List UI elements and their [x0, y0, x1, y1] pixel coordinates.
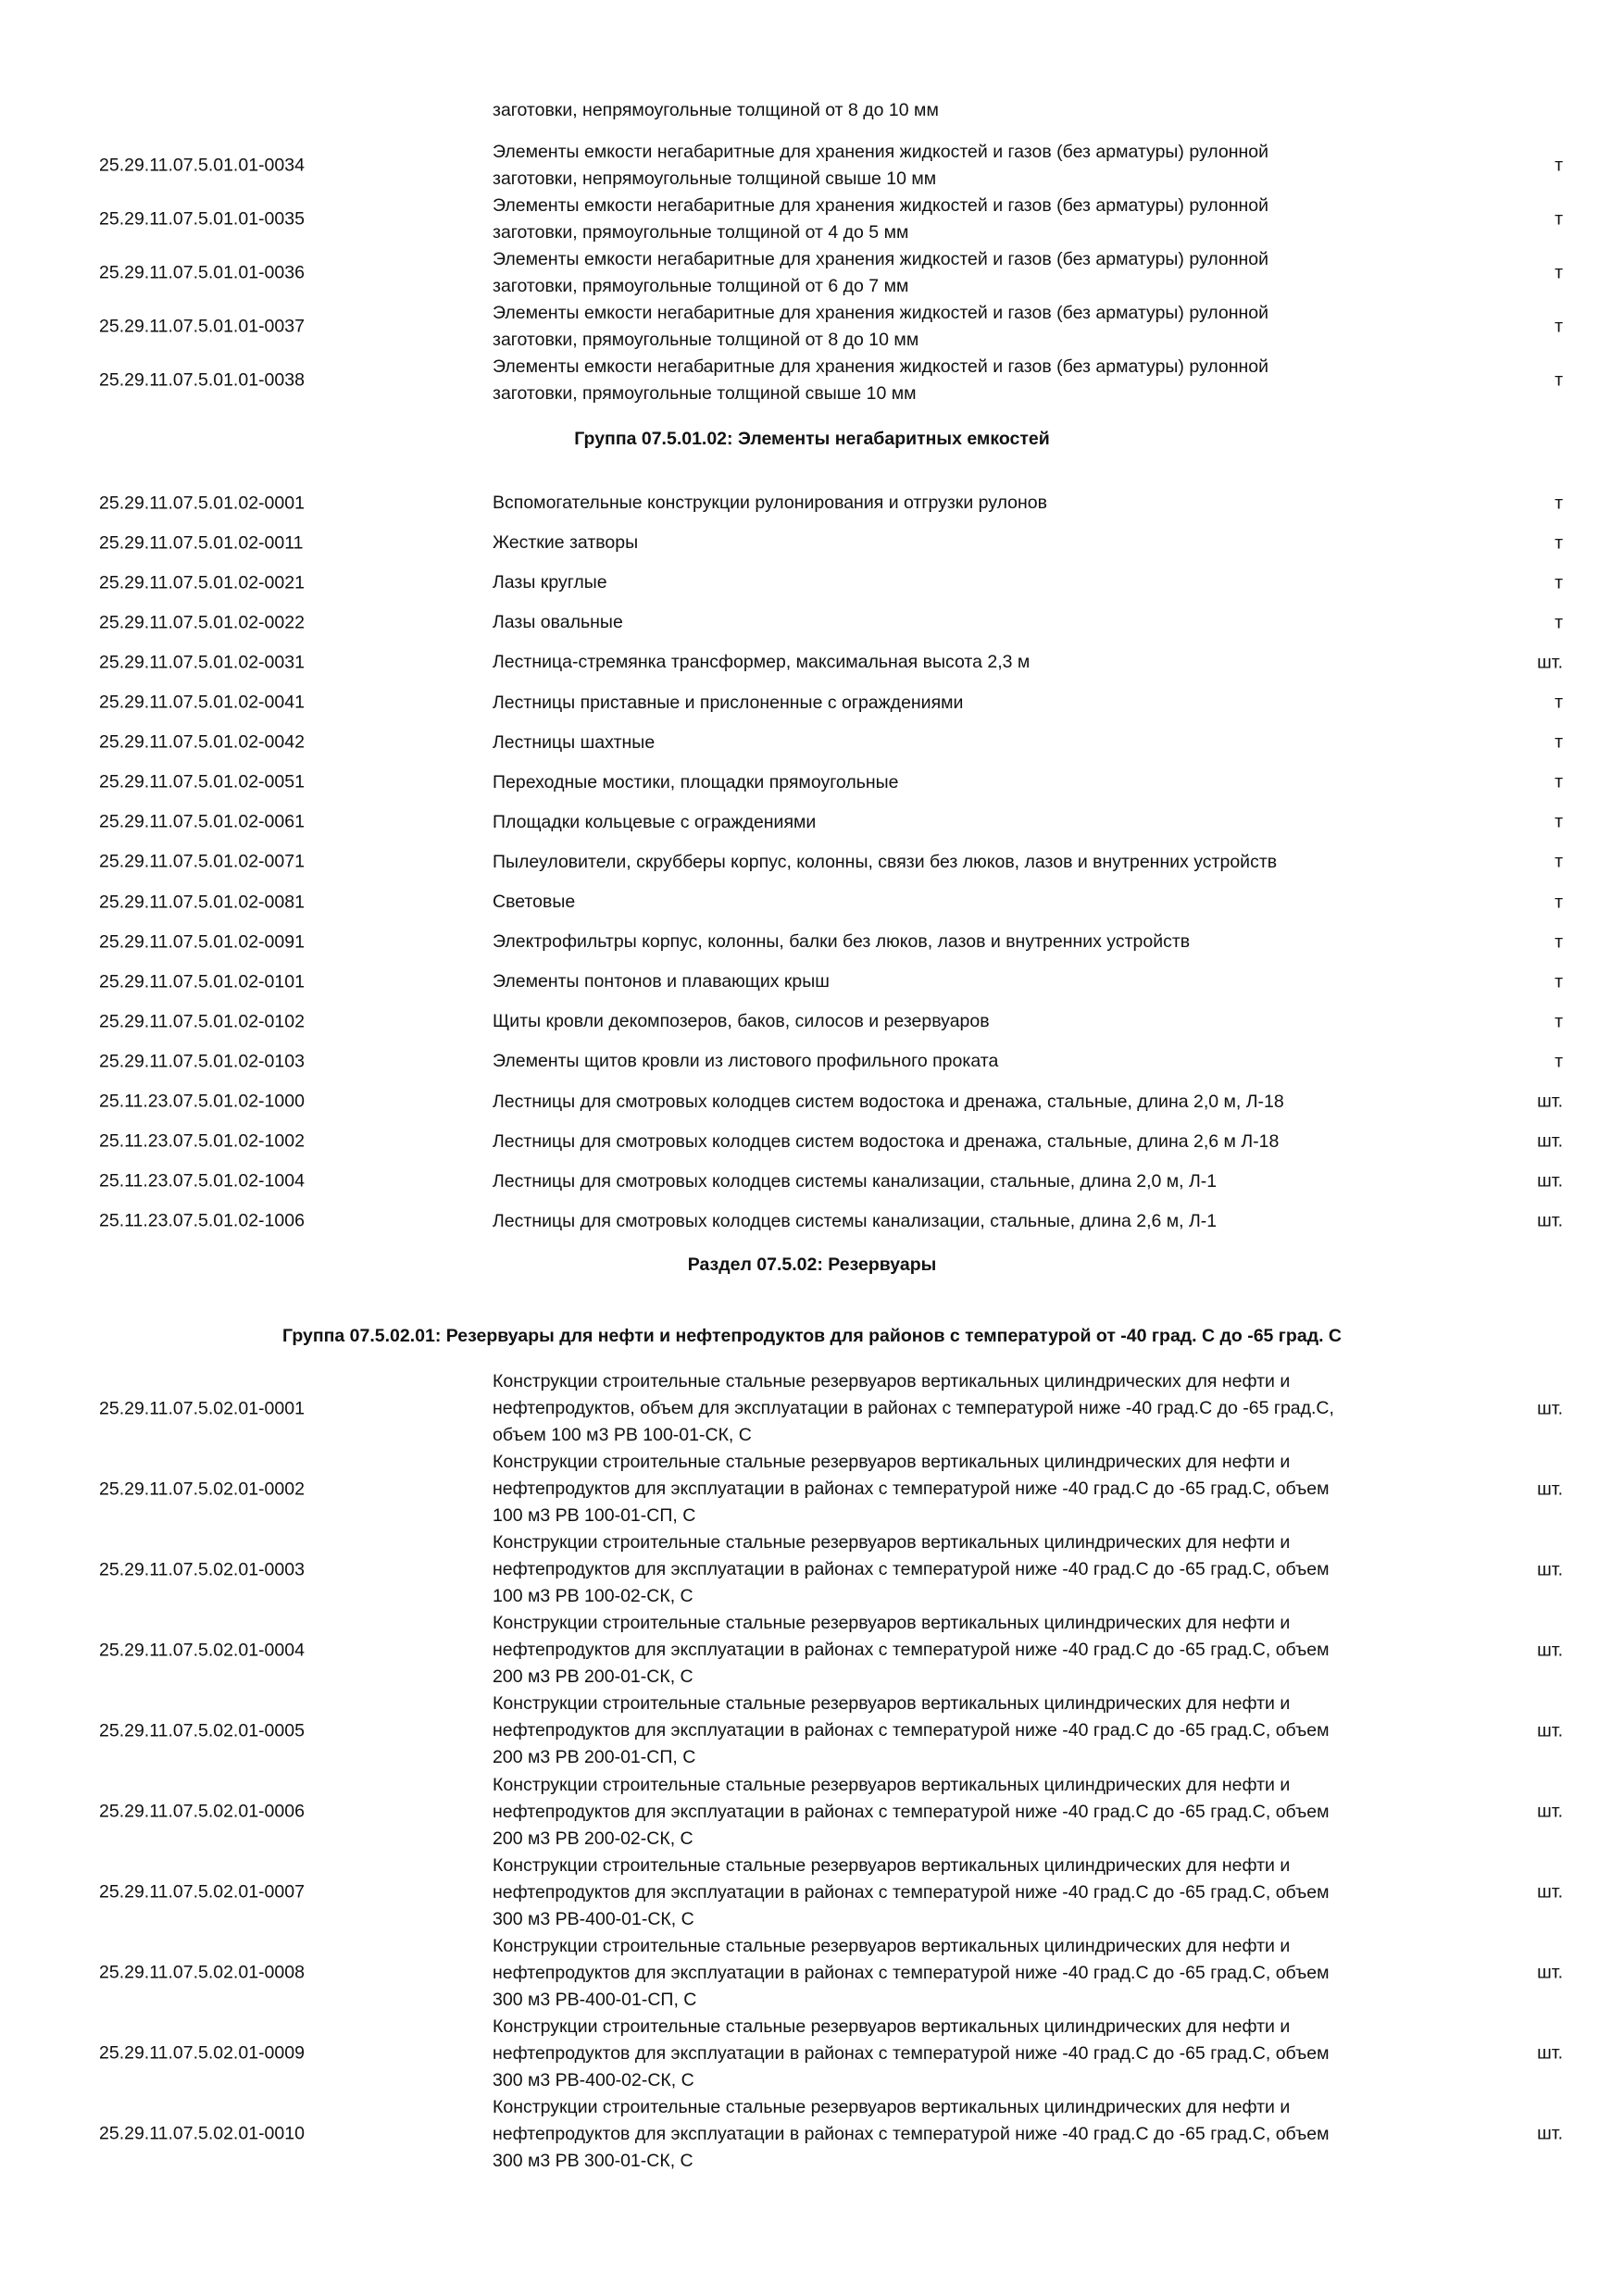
- item-unit: шт.: [1537, 1398, 1563, 1418]
- item-unit: т: [1555, 692, 1563, 713]
- table-row: [0, 683, 1624, 723]
- table-row: [0, 643, 1624, 682]
- item-code: 25.29.11.07.5.01.01-0036: [99, 262, 305, 283]
- item-description: [493, 483, 1437, 523]
- item-unit: т: [1555, 262, 1563, 283]
- description-line: Лестницы для смотровых колодцев системы канализации, стальные, длина 2,6 м, Л-1: [493, 1210, 1218, 1231]
- item-description: [493, 922, 1437, 962]
- item-unit: т: [1555, 493, 1563, 513]
- description-line: нефтепродуктов для эксплуатации в районах с температурой ниже -40 град.С до -65 град.С, объем: [493, 1801, 1330, 1822]
- item-code: 25.29.11.07.5.02.01-0009: [99, 2042, 305, 2064]
- item-code: 25.29.11.07.5.01.01-0038: [99, 369, 305, 391]
- item-unit: т: [1555, 1051, 1563, 1072]
- table-row: [0, 1933, 1624, 2014]
- table-row: [0, 523, 1624, 563]
- item-unit: т: [1555, 572, 1563, 593]
- table-row: [0, 723, 1624, 763]
- table-row: [0, 1202, 1624, 1242]
- item-code: 25.29.11.07.5.01.02-0041: [99, 692, 305, 713]
- table-row: [0, 354, 1624, 407]
- description-line: Конструкции строительные стальные резервуаров вертикальных цилиндрических для нефти и: [493, 1774, 1291, 1795]
- description-line: Электрофильтры корпус, колонны, балки без люков, лазов и внутренних устройств: [493, 931, 1191, 953]
- group-heading-07-5-01-02: Группа 07.5.01.02: Элементы негабаритных емкостей: [574, 429, 1050, 449]
- description-line: 200 м3 РВ 200-01-СК, С: [493, 1666, 693, 1688]
- description-line: Конструкции строительные стальные резервуаров вертикальных цилиндрических для нефти и: [493, 1452, 1291, 1473]
- item-description: [493, 354, 1437, 407]
- description-line: Элементы емкости негабаритные для хранения жидкостей и газов (без арматуры) рулонной: [493, 142, 1269, 162]
- description-line: 100 м3 РВ 100-02-СК, С: [493, 1586, 693, 1607]
- table-row: [0, 603, 1624, 643]
- continuation-text: заготовки, непрямоугольные толщиной от 8 до 10 мм: [493, 100, 939, 120]
- item-description: [493, 2094, 1437, 2175]
- item-code: 25.29.11.07.5.02.01-0005: [99, 1720, 305, 1741]
- table-row: [0, 1691, 1624, 1771]
- item-description: [493, 1449, 1437, 1529]
- item-unit: т: [1555, 892, 1563, 912]
- description-line: Лестницы шахтные: [493, 731, 656, 753]
- description-line: Лестницы приставные и прислоненные с ограждениями: [493, 692, 964, 713]
- table-row: [0, 763, 1624, 803]
- item-description: [493, 882, 1437, 922]
- item-code: 25.29.11.07.5.01.02-0011: [99, 532, 304, 554]
- description-line: Конструкции строительные стальные резервуаров вертикальных цилиндрических для нефти и: [493, 2015, 1291, 2037]
- item-description: [493, 246, 1437, 300]
- table-row: [0, 2014, 1624, 2094]
- item-unit: шт.: [1537, 1559, 1563, 1580]
- item-description: [493, 1933, 1437, 2014]
- description-line: Элементы понтонов и плавающих крыш: [493, 971, 830, 992]
- description-line: нефтепродуктов, объем для эксплуатации в районах с температурой ниже -40 град.С до -65 град.С,: [493, 1398, 1334, 1418]
- description-line: заготовки, прямоугольные толщиной от 6 до 7 мм: [493, 276, 909, 296]
- description-line: 300 м3 РВ-400-01-СП, С: [493, 1989, 697, 2010]
- description-line: Конструкции строительные стальные резервуаров вертикальных цилиндрических для нефти и: [493, 1693, 1291, 1715]
- description-line: нефтепродуктов для эксплуатации в районах с температурой ниже -40 град.С до -65 град.С, объем: [493, 2123, 1330, 2144]
- item-code: 25.29.11.07.5.02.01-0010: [99, 2123, 305, 2144]
- item-description: [493, 683, 1437, 723]
- description-line: нефтепродуктов для эксплуатации в районах с температурой ниже -40 град.С до -65 град.С, объем: [493, 1881, 1330, 1903]
- item-code: 25.29.11.07.5.01.02-0102: [99, 1011, 305, 1032]
- description-line: Конструкции строительные стальные резервуаров вертикальных цилиндрических для нефти и: [493, 1854, 1291, 1876]
- table-row: [0, 1082, 1624, 1122]
- description-line: Жесткие затворы: [493, 532, 639, 554]
- table-row: [0, 842, 1624, 882]
- item-description: [493, 1610, 1437, 1691]
- description-line: нефтепродуктов для эксплуатации в районах с температурой ниже -40 град.С до -65 град.С, объем: [493, 1962, 1330, 1983]
- item-code: 25.29.11.07.5.01.02-0051: [99, 771, 305, 792]
- description-line: нефтепродуктов для эксплуатации в районах с температурой ниже -40 град.С до -65 град.С, объем: [493, 2042, 1330, 2064]
- item-unit: т: [1555, 316, 1563, 337]
- item-unit: т: [1555, 208, 1563, 230]
- item-code: 25.29.11.07.5.02.01-0007: [99, 1881, 305, 1903]
- item-code: 25.29.11.07.5.01.01-0035: [99, 208, 305, 230]
- item-unit: т: [1555, 532, 1563, 554]
- description-line: 300 м3 РВ 300-01-СК, С: [493, 2150, 693, 2171]
- item-code: 25.29.11.07.5.02.01-0004: [99, 1640, 305, 1661]
- item-code: 25.29.11.07.5.01.02-0021: [99, 572, 305, 593]
- item-description: [493, 842, 1437, 882]
- item-code: 25.11.23.07.5.01.02-1002: [99, 1130, 305, 1152]
- description-line: 100 м3 РВ 100-01-СП, С: [493, 1505, 696, 1527]
- item-description: [493, 1529, 1437, 1610]
- section-heading-07-5-02: Раздел 07.5.02: Резервуары: [687, 1254, 937, 1275]
- description-line: заготовки, прямоугольные толщиной от 4 до 5 мм: [493, 222, 909, 243]
- item-unit: шт.: [1537, 1170, 1563, 1192]
- group-heading-07-5-02-01: Группа 07.5.02.01: Резервуары для нефти и нефтепродуктов для районов с температурой от -40 град. С до -65 град. С: [282, 1326, 1342, 1346]
- item-unit: шт.: [1537, 1640, 1563, 1661]
- description-line: Элементы емкости негабаритные для хранения жидкостей и газов (без арматуры) рулонной: [493, 356, 1269, 377]
- description-line: Лестницы для смотровых колодцев систем водостока и дренажа, стальные, длина 2,6 м Л-18: [493, 1130, 1280, 1152]
- description-line: 300 м3 РВ-400-02-СК, С: [493, 2069, 694, 2090]
- item-description: [493, 523, 1437, 563]
- item-unit: шт.: [1537, 1479, 1563, 1500]
- item-unit: т: [1555, 612, 1563, 633]
- table-row: [0, 1042, 1624, 1081]
- item-code: 25.29.11.07.5.02.01-0001: [99, 1398, 305, 1418]
- table-row: [0, 962, 1624, 1002]
- table-row: [0, 803, 1624, 842]
- item-code: 25.29.11.07.5.01.01-0034: [99, 155, 305, 176]
- item-description: [493, 1368, 1437, 1449]
- item-unit: т: [1555, 155, 1563, 176]
- item-unit: т: [1555, 931, 1563, 953]
- item-description: [493, 603, 1437, 643]
- item-description: [493, 1082, 1437, 1122]
- description-line: Лестницы для смотровых колодцев системы канализации, стальные, длина 2,0 м, Л-1: [493, 1170, 1218, 1192]
- table-row: [0, 300, 1624, 354]
- table-row: [0, 246, 1624, 300]
- table-row: [0, 1772, 1624, 1853]
- item-code: 25.11.23.07.5.01.02-1004: [99, 1170, 305, 1192]
- item-code: 25.11.23.07.5.01.02-1006: [99, 1210, 305, 1231]
- item-unit: т: [1555, 731, 1563, 753]
- description-line: Лазы овальные: [493, 612, 623, 633]
- item-code: 25.29.11.07.5.01.02-0091: [99, 931, 305, 953]
- description-line: Пылеуловители, скрубберы корпус, колонны, связи без люков, лазов и внутренних устройств: [493, 851, 1278, 872]
- table-row: [0, 882, 1624, 922]
- item-description: [493, 139, 1437, 193]
- item-code: 25.29.11.07.5.01.02-0101: [99, 971, 305, 992]
- item-code: 25.29.11.07.5.02.01-0006: [99, 1801, 305, 1822]
- description-line: Конструкции строительные стальные резервуаров вертикальных цилиндрических для нефти и: [493, 2096, 1291, 2117]
- item-description: [493, 1122, 1437, 1162]
- description-line: Вспомогательные конструкции рулонирования и отгрузки рулонов: [493, 493, 1047, 513]
- item-unit: т: [1555, 811, 1563, 832]
- item-code: 25.29.11.07.5.02.01-0002: [99, 1479, 305, 1500]
- table-row: [0, 922, 1624, 962]
- description-line: нефтепродуктов для эксплуатации в районах с температурой ниже -40 град.С до -65 град.С, объем: [493, 1479, 1330, 1500]
- item-unit: шт.: [1537, 652, 1563, 673]
- item-description: [493, 1853, 1437, 1933]
- description-line: Элементы емкости негабаритные для хранения жидкостей и газов (без арматуры) рулонной: [493, 195, 1269, 216]
- item-unit: шт.: [1537, 1210, 1563, 1231]
- item-unit: т: [1555, 851, 1563, 872]
- description-line: Лазы круглые: [493, 572, 607, 593]
- description-line: Конструкции строительные стальные резервуаров вертикальных цилиндрических для нефти и: [493, 1371, 1291, 1391]
- description-line: нефтепродуктов для эксплуатации в районах с температурой ниже -40 град.С до -65 град.С, объем: [493, 1640, 1330, 1661]
- item-description: [493, 1002, 1437, 1042]
- item-code: 25.29.11.07.5.01.02-0022: [99, 612, 305, 633]
- item-unit: шт.: [1537, 1962, 1563, 1983]
- item-code: 25.29.11.07.5.01.02-0071: [99, 851, 305, 872]
- table-row: [0, 1162, 1624, 1202]
- item-code: 25.29.11.07.5.01.02-0001: [99, 493, 305, 513]
- table-row: [0, 1529, 1624, 1610]
- description-line: заготовки, непрямоугольные толщиной свыше 10 мм: [493, 168, 937, 189]
- item-unit: шт.: [1537, 2123, 1563, 2144]
- description-line: 200 м3 РВ 200-01-СП, С: [493, 1747, 696, 1768]
- item-description: [493, 643, 1437, 682]
- description-line: 200 м3 РВ 200-02-СК, С: [493, 1828, 693, 1849]
- description-line: заготовки, прямоугольные толщиной свыше 10 мм: [493, 383, 917, 404]
- description-line: нефтепродуктов для эксплуатации в районах с температурой ниже -40 град.С до -65 град.С, объем: [493, 1559, 1330, 1580]
- description-line: Переходные мостики, площадки прямоугольные: [493, 771, 899, 792]
- table-row: [0, 1449, 1624, 1529]
- item-code: 25.11.23.07.5.01.02-1000: [99, 1091, 305, 1112]
- description-line: Конструкции строительные стальные резервуаров вертикальных цилиндрических для нефти и: [493, 1935, 1291, 1956]
- table-row: [0, 1368, 1624, 1449]
- item-description: [493, 962, 1437, 1002]
- item-code: 25.29.11.07.5.02.01-0003: [99, 1559, 305, 1580]
- table-row: [0, 563, 1624, 603]
- description-line: объем 100 м3 РВ 100-01-СК, С: [493, 1425, 752, 1445]
- description-line: нефтепродуктов для эксплуатации в районах с температурой ниже -40 град.С до -65 град.С, объем: [493, 1720, 1330, 1741]
- description-line: Площадки кольцевые с ограждениями: [493, 811, 817, 832]
- item-unit: т: [1555, 369, 1563, 391]
- table-row: [0, 139, 1624, 193]
- item-unit: т: [1555, 1011, 1563, 1032]
- item-unit: т: [1555, 771, 1563, 792]
- description-line: Щиты кровли декомпозеров, баков, силосов и резервуаров: [493, 1011, 990, 1032]
- table-row: [0, 2094, 1624, 2175]
- description-line: Конструкции строительные стальные резервуаров вертикальных цилиндрических для нефти и: [493, 1532, 1291, 1554]
- table-row: [0, 1610, 1624, 1691]
- item-unit: т: [1555, 971, 1563, 992]
- description-line: 300 м3 РВ-400-01-СК, С: [493, 1908, 694, 1929]
- description-line: Лестница-стремянка трансформер, максимальная высота 2,3 м: [493, 652, 1031, 673]
- item-description: [493, 1042, 1437, 1081]
- item-unit: шт.: [1537, 1091, 1563, 1112]
- item-unit: шт.: [1537, 1720, 1563, 1741]
- item-description: [493, 1772, 1437, 1853]
- item-unit: шт.: [1537, 2042, 1563, 2064]
- item-description: [493, 763, 1437, 803]
- item-code: 25.29.11.07.5.01.02-0061: [99, 811, 305, 832]
- item-description: [493, 563, 1437, 603]
- description-line: Элементы емкости негабаритные для хранения жидкостей и газов (без арматуры) рулонной: [493, 303, 1269, 323]
- description-line: заготовки, прямоугольные толщиной от 8 до 10 мм: [493, 330, 919, 350]
- description-line: Конструкции строительные стальные резервуаров вертикальных цилиндрических для нефти и: [493, 1613, 1291, 1634]
- item-code: 25.29.11.07.5.01.01-0037: [99, 316, 305, 337]
- table-row: [0, 1853, 1624, 1933]
- item-description: [493, 300, 1437, 354]
- description-line: Лестницы для смотровых колодцев систем водостока и дренажа, стальные, длина 2,0 м, Л-18: [493, 1091, 1284, 1112]
- item-unit: шт.: [1537, 1801, 1563, 1822]
- description-line: Элементы щитов кровли из листового профильного проката: [493, 1051, 999, 1072]
- description-line: Световые: [493, 892, 576, 912]
- item-description: [493, 1691, 1437, 1771]
- description-line: Элементы емкости негабаритные для хранения жидкостей и газов (без арматуры) рулонной: [493, 249, 1269, 269]
- item-unit: шт.: [1537, 1881, 1563, 1903]
- item-description: [493, 1202, 1437, 1242]
- item-code: 25.29.11.07.5.01.02-0103: [99, 1051, 305, 1072]
- item-unit: шт.: [1537, 1130, 1563, 1152]
- table-row: [0, 193, 1624, 246]
- item-description: [493, 2014, 1437, 2094]
- item-code: 25.29.11.07.5.01.02-0031: [99, 652, 305, 673]
- table-row: [0, 1002, 1624, 1042]
- item-description: [493, 803, 1437, 842]
- table-row: [0, 1122, 1624, 1162]
- table-row: [0, 483, 1624, 523]
- item-description: [493, 1162, 1437, 1202]
- item-code: 25.29.11.07.5.01.02-0042: [99, 731, 305, 753]
- item-description: [493, 193, 1437, 246]
- item-code: 25.29.11.07.5.02.01-0008: [99, 1962, 305, 1983]
- item-code: 25.29.11.07.5.01.02-0081: [99, 892, 305, 912]
- item-description: [493, 723, 1437, 763]
